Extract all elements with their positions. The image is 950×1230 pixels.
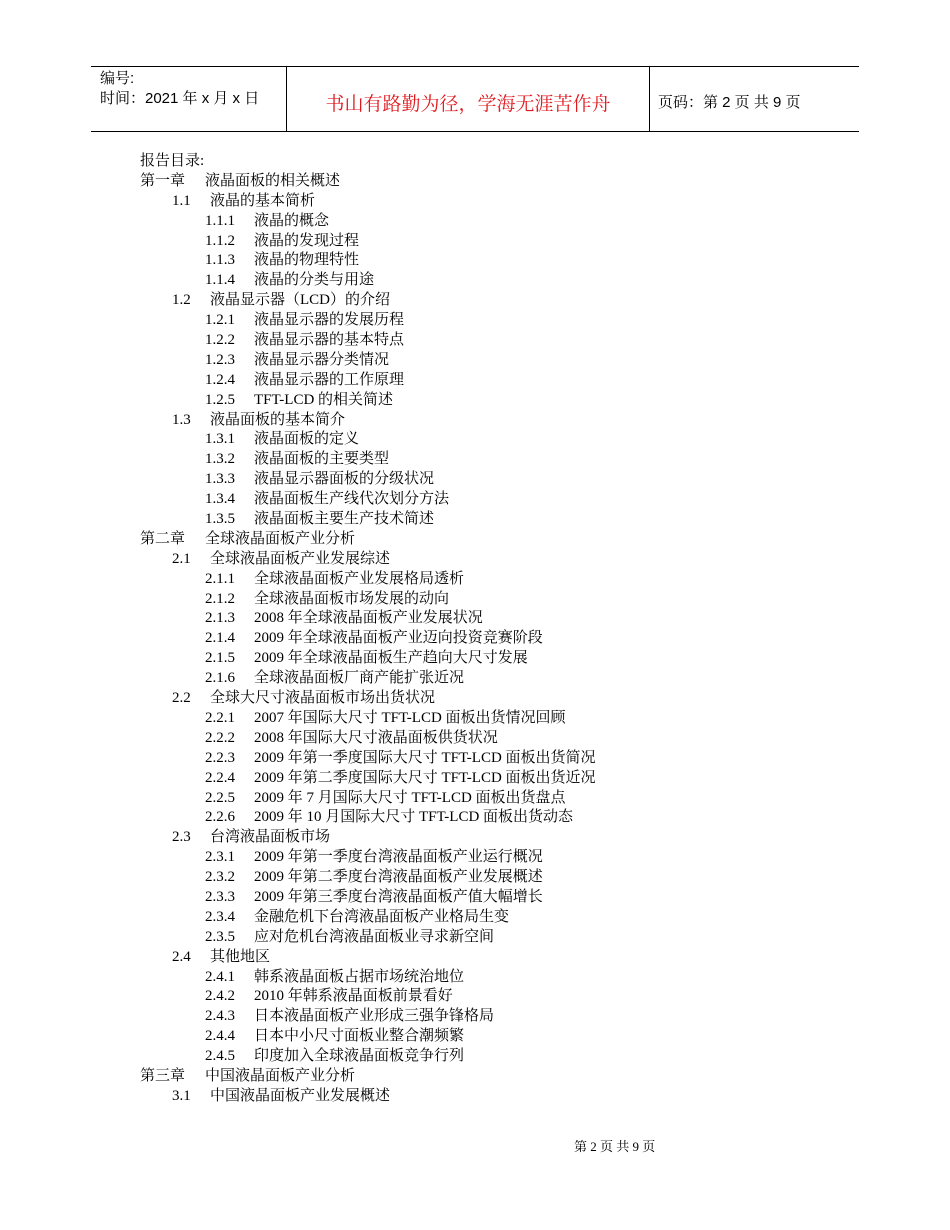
toc-text: 2009 年全球液晶面板产业迈向投资竞赛阶段 xyxy=(254,630,543,647)
header-meta xyxy=(91,67,287,131)
toc-text: 2009 年第一季度台湾液晶面板产业运行概况 xyxy=(254,849,543,866)
toc-number: 1.2.5 xyxy=(205,391,235,408)
toc-text: 2007 年国际大尺寸 TFT-LCD 面板出货情况回顾 xyxy=(254,709,566,726)
toc-text: 2008 年全球液晶面板产业发展状况 xyxy=(254,610,483,627)
toc-number: 1.1 xyxy=(172,192,191,209)
toc-section xyxy=(140,948,840,968)
toc-text: 其他地区 xyxy=(210,948,271,965)
toc-text: 全球液晶面板市场发展的动向 xyxy=(254,590,450,607)
toc-number: 2.1.2 xyxy=(205,590,235,607)
toc-text: 全球液晶面板产业发展综述 xyxy=(210,550,391,567)
toc-text: 2009 年 10 月国际大尺寸 TFT-LCD 面板出货动态 xyxy=(254,809,574,826)
toc-subsection xyxy=(140,510,840,530)
toc-subsection xyxy=(140,649,840,669)
toc-subsection xyxy=(140,351,840,371)
toc-text: 液晶显示器的基本特点 xyxy=(254,332,405,349)
toc-text: 液晶面板的主要类型 xyxy=(254,451,390,468)
toc-subsection xyxy=(140,808,840,828)
toc-text: 日本中小尺寸面板业整合潮频繁 xyxy=(254,1028,465,1045)
toc-section xyxy=(140,828,840,848)
toc-subsection xyxy=(140,749,840,769)
toc-list xyxy=(140,172,840,1107)
toc-subsection xyxy=(140,769,840,789)
toc-number: 2.2.2 xyxy=(205,729,235,746)
page-header xyxy=(91,66,859,132)
toc-subsection xyxy=(140,470,840,490)
toc-chapter xyxy=(140,172,840,192)
toc-number: 2.2.3 xyxy=(205,749,235,766)
toc-number: 1.2.3 xyxy=(205,351,235,368)
toc-text: 2009 年第二季度台湾液晶面板产业发展概述 xyxy=(254,869,543,886)
toc-number: 2.3.1 xyxy=(205,849,235,866)
toc-number: 1.1.1 xyxy=(205,212,235,229)
toc-number: 1.3.2 xyxy=(205,451,235,468)
toc-text: 液晶的基本简析 xyxy=(210,192,316,209)
toc-section xyxy=(140,192,840,212)
toc-subsection xyxy=(140,709,840,729)
toc-text: 液晶面板主要生产技术简述 xyxy=(254,511,435,528)
toc-section xyxy=(140,411,840,431)
toc-subsection xyxy=(140,609,840,629)
toc-subsection xyxy=(140,789,840,809)
toc-number: 第二章 xyxy=(140,530,186,547)
toc-text: 2009 年全球液晶面板生产趋向大尺寸发展 xyxy=(254,650,528,667)
time-label: 时间：2021 年 x 月 x 日 xyxy=(100,90,260,107)
toc-number: 1.1.3 xyxy=(205,252,235,269)
toc-number: 1.1.2 xyxy=(205,232,235,249)
toc-number: 2.2.4 xyxy=(205,769,235,786)
toc-subsection xyxy=(140,1047,840,1067)
toc-subsection xyxy=(140,868,840,888)
toc-title: 报告目录: xyxy=(140,153,205,169)
toc-text: 液晶面板的定义 xyxy=(254,431,360,448)
toc-text: 液晶的发现过程 xyxy=(254,232,360,249)
toc-section xyxy=(140,550,840,570)
toc-subsection xyxy=(140,271,840,291)
toc-subsection xyxy=(140,848,840,868)
toc-subsection xyxy=(140,1007,840,1027)
toc-subsection xyxy=(140,251,840,271)
toc-chapter xyxy=(140,1067,840,1087)
toc-text: 应对危机台湾液晶面板业寻求新空间 xyxy=(254,928,495,945)
toc-number: 2.1.5 xyxy=(205,650,235,667)
toc-text: 2008 年国际大尺寸液晶面板供货状况 xyxy=(254,729,498,746)
toc-number: 1.3.5 xyxy=(205,511,235,528)
toc-subsection xyxy=(140,490,840,510)
toc-text: 液晶的分类与用途 xyxy=(254,272,375,289)
toc-text: 中国液晶面板产业发展概述 xyxy=(210,1087,391,1104)
toc-number: 1.3.3 xyxy=(205,471,235,488)
toc-number: 2.3.3 xyxy=(205,888,235,905)
toc-number: 2.4.1 xyxy=(205,968,235,985)
toc-subsection xyxy=(140,570,840,590)
toc-text: 金融危机下台湾液晶面板产业格局生变 xyxy=(254,908,510,925)
toc-number: 2.3.4 xyxy=(205,908,235,925)
toc-number: 2.3.5 xyxy=(205,928,235,945)
toc-text: 中国液晶面板产业分析 xyxy=(205,1067,356,1084)
toc-text: 液晶面板的基本简介 xyxy=(210,411,346,428)
toc-subsection xyxy=(140,669,840,689)
toc-number: 2.4.2 xyxy=(205,988,235,1005)
toc-text: 液晶显示器的工作原理 xyxy=(254,371,405,388)
toc-number: 1.3.4 xyxy=(205,491,235,508)
toc-subsection xyxy=(140,629,840,649)
toc-number: 1.1.4 xyxy=(205,272,235,289)
toc-text: 印度加入全球液晶面板竞争行列 xyxy=(254,1048,465,1065)
toc-text: 全球液晶面板产业分析 xyxy=(205,530,356,547)
toc-text: 全球大尺寸液晶面板市场出货状况 xyxy=(210,690,436,707)
toc-number: 1.2 xyxy=(172,292,191,309)
toc-text: 液晶面板生产线代次划分方法 xyxy=(254,491,450,508)
toc-number: 3.1 xyxy=(172,1087,191,1104)
toc-section xyxy=(140,1087,840,1107)
toc-number: 第三章 xyxy=(140,1067,186,1084)
toc-text: 2009 年第二季度国际大尺寸 TFT-LCD 面板出货近况 xyxy=(254,769,596,786)
serial-label: 编号: xyxy=(100,70,135,87)
toc-text: 2009 年第三季度台湾液晶面板产值大幅增长 xyxy=(254,888,543,905)
toc-number: 2.4 xyxy=(172,948,191,965)
toc-number: 2.1.3 xyxy=(205,610,235,627)
toc-text: 日本液晶面板产业形成三强争锋格局 xyxy=(254,1008,495,1025)
toc-text: 全球液晶面板产业发展格局透析 xyxy=(254,570,465,587)
toc-section xyxy=(140,689,840,709)
toc-subsection xyxy=(140,311,840,331)
toc-subsection xyxy=(140,430,840,450)
toc-number: 2.1.1 xyxy=(205,570,235,587)
toc-subsection xyxy=(140,928,840,948)
toc-text: 液晶显示器面板的分级状况 xyxy=(254,471,435,488)
toc-number: 1.3.1 xyxy=(205,431,235,448)
toc-number: 2.1 xyxy=(172,550,191,567)
toc-subsection xyxy=(140,908,840,928)
toc-number: 2.1.4 xyxy=(205,630,235,647)
toc-text: 全球液晶面板厂商产能扩张近况 xyxy=(254,670,465,687)
toc-text: 液晶面板的相关概述 xyxy=(205,172,341,189)
header-motto: 书山有路勤为径，学海无涯苦作舟 xyxy=(287,67,650,131)
toc-number: 1.2.2 xyxy=(205,332,235,349)
toc-subsection xyxy=(140,888,840,908)
toc-number: 1.2.4 xyxy=(205,371,235,388)
toc-subsection xyxy=(140,371,840,391)
toc-subsection xyxy=(140,968,840,988)
toc-subsection xyxy=(140,232,840,252)
toc-number: 2.3.2 xyxy=(205,869,235,886)
header-page-info: 页码：第 2 页 共 9 页 xyxy=(658,93,801,111)
toc-subsection xyxy=(140,450,840,470)
toc-number: 2.2.6 xyxy=(205,809,235,826)
toc-number: 1.2.1 xyxy=(205,312,235,329)
toc-text: 韩系液晶面板占据市场统治地位 xyxy=(254,968,465,985)
toc-section xyxy=(140,291,840,311)
toc-text: 液晶显示器的发展历程 xyxy=(254,312,405,329)
toc-number: 2.2.5 xyxy=(205,789,235,806)
toc-number: 2.2.1 xyxy=(205,709,235,726)
toc-text: 液晶的概念 xyxy=(254,212,330,229)
toc-text: 台湾液晶面板市场 xyxy=(210,829,331,846)
table-of-contents xyxy=(140,152,840,1107)
toc-subsection xyxy=(140,987,840,1007)
toc-number: 2.4.3 xyxy=(205,1008,235,1025)
toc-chapter xyxy=(140,530,840,550)
toc-number: 第一章 xyxy=(140,172,186,189)
toc-subsection xyxy=(140,391,840,411)
toc-text: 2010 年韩系液晶面板前景看好 xyxy=(254,988,453,1005)
page-footer: 第 2 页 共 9 页 xyxy=(574,1139,656,1154)
toc-text: 液晶显示器分类情况 xyxy=(254,351,390,368)
toc-subsection xyxy=(140,331,840,351)
toc-text: 液晶的物理特性 xyxy=(254,252,360,269)
toc-number: 2.1.6 xyxy=(205,670,235,687)
toc-subsection xyxy=(140,212,840,232)
toc-subsection xyxy=(140,1027,840,1047)
toc-number: 2.3 xyxy=(172,829,191,846)
toc-text: 2009 年第一季度国际大尺寸 TFT-LCD 面板出货简况 xyxy=(254,749,596,766)
toc-number: 1.3 xyxy=(172,411,191,428)
toc-number: 2.4.5 xyxy=(205,1048,235,1065)
toc-text: 2009 年 7 月国际大尺寸 TFT-LCD 面板出货盘点 xyxy=(254,789,566,806)
toc-subsection xyxy=(140,590,840,610)
toc-number: 2.2 xyxy=(172,690,191,707)
toc-number: 2.4.4 xyxy=(205,1028,235,1045)
toc-text: TFT-LCD 的相关简述 xyxy=(254,391,394,408)
toc-subsection xyxy=(140,729,840,749)
toc-text: 液晶显示器（LCD）的介绍 xyxy=(210,292,391,309)
